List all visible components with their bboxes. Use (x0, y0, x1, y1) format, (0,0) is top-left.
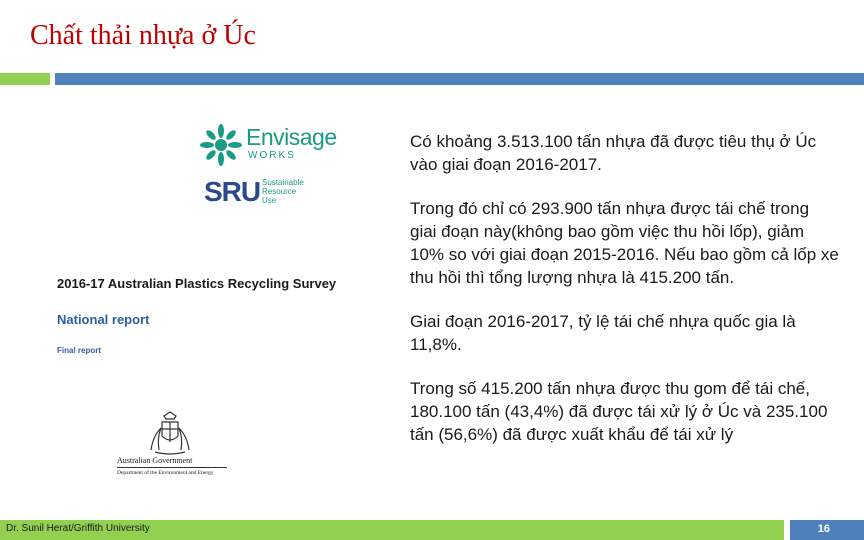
report-label: Final report (57, 346, 102, 355)
government-logo-block (117, 456, 227, 476)
header-bar-green (0, 73, 50, 85)
footer-bar-green (0, 520, 784, 540)
content-text (410, 130, 840, 467)
sru-logo (200, 176, 350, 210)
footer-bar-blue (790, 520, 864, 540)
australian-coat-of-arms-icon (145, 410, 195, 456)
paragraph-reprocessing: Trong số 415.200 tấn nhựa được thu gom để tái chế, 180.100 tấn (43,4%) đã được tái xử lý ở Úc và 235.100 tấn (56,6%) đã được xuất khẩu để tái xử lý (410, 379, 828, 444)
paragraph-recycling-rate: Giai đoạn 2016-2017, tỷ lệ tái chế nhựa quốc gia là 11,8%. (410, 312, 796, 354)
envisage-logo-subtext: WORKS (248, 150, 296, 161)
envisage-leaf-icon (200, 124, 242, 166)
header-bar-blue (55, 73, 864, 85)
footer-author: Dr. Sunil Herat/Griffith University (6, 523, 150, 534)
slide-title: Chất thải nhựa ở Úc (30, 20, 256, 51)
report-cover-image (45, 110, 335, 510)
government-name: Australian Government (117, 456, 227, 468)
government-department: Department of the Environment and Energy (117, 470, 214, 476)
sru-logo-text: SRU (204, 176, 261, 207)
sru-logo-subtext: Sustainable Resource Use (262, 178, 304, 205)
report-subtitle: National report (57, 312, 150, 327)
page-number: 16 (817, 523, 830, 535)
report-title: 2016-17 Australian Plastics Recycling Survey (57, 276, 337, 291)
paragraph-recycled: Trong đó chỉ có 293.900 tấn nhựa được tái chế trong giai đoạn này(không bao gồm việc thu hồi lốp), giảm 10% so với giai đoạn 2015-2016. Nếu bao gồm cả lốp xe thu hồi thì tổng lượng nhựa là 415.200 tấn. (410, 199, 839, 287)
paragraph-consumption: Có khoảng 3.513.100 tấn nhựa đã được tiêu thụ ở Úc vào giai đoạn 2016-2017. (410, 132, 817, 174)
envisage-works-logo (200, 122, 350, 172)
envisage-logo-text: Envisage (246, 124, 337, 150)
